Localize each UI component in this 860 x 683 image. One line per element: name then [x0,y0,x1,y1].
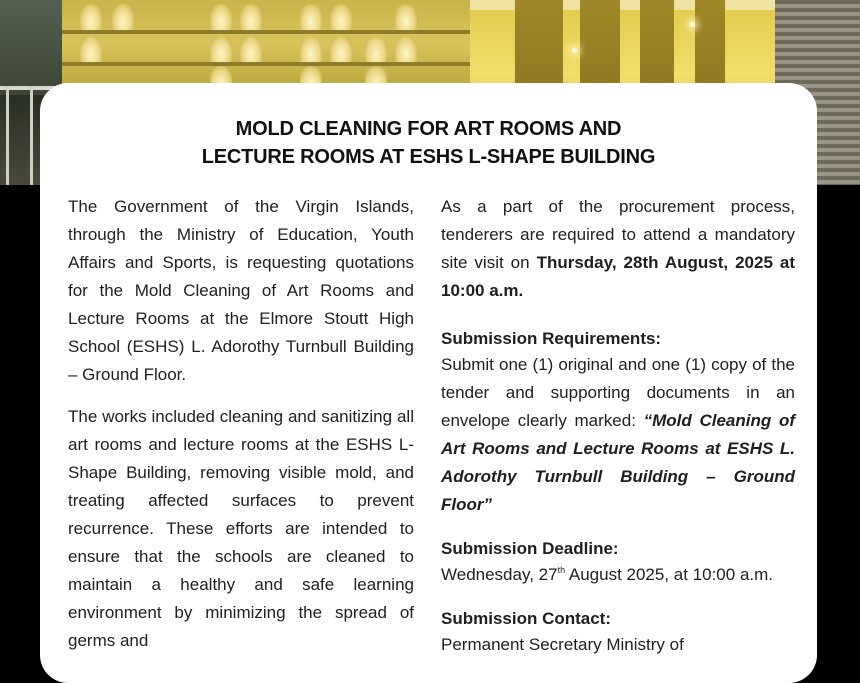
deadline-rest: August 2025, at 10:00 a.m. [565,565,774,584]
notice-card [40,83,817,683]
submission-deadline-section [441,537,795,589]
site-visit-paragraph [441,193,795,305]
window-arch [365,36,387,62]
title-line-1: MOLD CLEANING FOR ART ROOMS AND [235,118,622,140]
window-arch [240,4,262,30]
submission-contact-section [441,607,795,659]
submission-contact-text: Permanent Secretary Ministry of [441,635,684,654]
right-column [441,193,795,671]
submission-deadline-heading: Submission Deadline: [441,539,619,558]
site-visit-date: Thursday, 28th August, 2025 at 10:00 a.m. [441,253,795,300]
deadline-ordinal: th [557,565,566,575]
window-arch [300,36,322,62]
intro-paragraph: The Government of the Virgin Islands, through the Ministry of Education, Youth Affairs and Sports, is requesting quotations for the Mold Cleaning of Art Rooms and Lecture Rooms at the Elmore Stoutt High School (ESHS) L. Adorothy Turnbull Building – Ground Floor. [68,197,414,384]
requirements-text: Submit one (1) original and one (1) copy of the tender and supporting documents in an envelope clearly marked: [441,355,795,430]
site-visit-intro: As a part of the procurement process, tenderers are required to attend a mandatory site visit on [441,197,795,272]
left-column [68,193,414,669]
window-arch [80,4,102,30]
lamp-icon [690,22,695,27]
window-arch [330,4,352,30]
submission-requirements-heading: Submission Requirements: [441,329,662,348]
submission-requirements-section [441,327,795,519]
window-arch [210,4,232,30]
window-arch [240,36,262,62]
submission-contact-heading: Submission Contact: [441,609,612,628]
deadline-day: Wednesday, 27 [441,565,558,584]
works-paragraph: The works included cleaning and sanitizing all art rooms and lecture rooms at the ESHS L-Shape Building, removing visible mold, and treating affected surfaces to prevent recurrence. These efforts are intended to ensure that the schools are cleaned to maintain a healthy and safe learning environment by minimizing the spread of germs and [68,407,414,650]
site-visit-section [441,193,795,305]
window-arch [80,36,102,62]
window-arch [395,4,417,30]
submission-deadline-text [441,561,795,589]
window-arch [395,36,417,62]
lamp-icon [572,48,577,53]
window-arch [330,36,352,62]
envelope-marking: “Mold Cleaning of Art Rooms and Lecture Rooms at ESHS L. Adorothy Turnbull Building – Ground Floor” [441,411,795,514]
window-arch [300,4,322,30]
railing-post [6,86,9,185]
railing-post [30,86,33,185]
window-arch [112,4,134,30]
page-title [40,115,817,171]
window-arch [210,36,232,62]
title-line-2: LECTURE ROOMS AT ESHS L-SHAPE BUILDING [201,146,656,168]
submission-requirements-text [441,351,795,519]
